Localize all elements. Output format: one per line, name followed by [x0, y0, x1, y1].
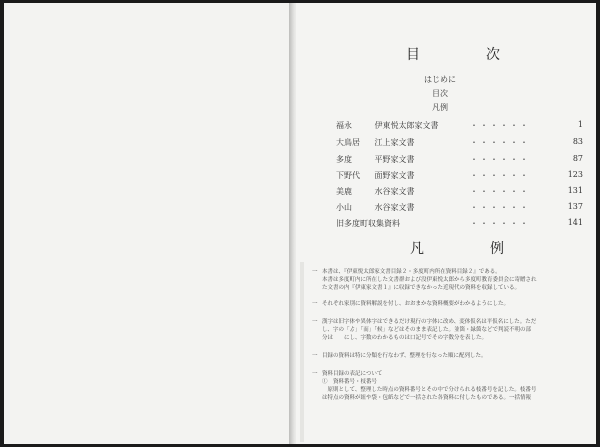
toc-leader: ・・・・・・ — [470, 138, 530, 147]
toc-leader: ・・・・・・ — [470, 203, 530, 212]
toc-entry-page: 131 — [567, 186, 583, 195]
notes-line: し、字の「ゟ」「而」「候」などはそのまま表記した。並箇・緑箇などで判読不明の部 — [322, 327, 532, 333]
toc-title: 目 次 — [406, 47, 526, 63]
toc-front-item: 凡例 — [432, 103, 448, 112]
toc-entry-place: 下野代 — [336, 171, 360, 180]
notes-title: 凡 例 — [410, 241, 530, 257]
toc-entry-page: 87 — [572, 154, 583, 163]
notes-item-number: 一 — [312, 269, 318, 275]
toc-entry[interactable] — [336, 186, 415, 197]
toc-entry[interactable] — [336, 120, 439, 131]
toc-entry-page: 123 — [567, 170, 583, 179]
toc-entry-document: 水谷家文書 — [374, 203, 415, 212]
left-page — [4, 3, 291, 444]
notes-line: ① 資料番号・枝番号 — [322, 379, 378, 385]
notes-item — [312, 300, 509, 308]
toc-leader: ・・・・・・ — [470, 121, 530, 130]
toc-entry-place: 福永 — [336, 121, 352, 130]
toc-entry-page: 83 — [572, 137, 583, 146]
toc-front-item: はじめに — [424, 75, 456, 84]
notes-item-number: 一 — [312, 371, 318, 377]
notes-line: それぞれ家別に資料解説を付し、おおまかな資料概要がわかるようにした。 — [322, 301, 510, 307]
toc-entry-document: 伊東悦太郎家文書 — [374, 121, 439, 130]
notes-item-number: 一 — [312, 301, 318, 307]
toc-entry[interactable] — [336, 170, 415, 181]
toc-leader: ・・・・・・ — [470, 155, 530, 164]
notes-item-number: 一 — [312, 353, 318, 359]
toc-entry[interactable] — [336, 137, 415, 148]
toc-entry-document: 江上家文書 — [374, 138, 415, 147]
notes-line: 分は にし、字数のわかるものは口記号でその字数分を表した。 — [322, 335, 488, 341]
toc-entry[interactable] — [336, 202, 415, 213]
toc-entry-place: 大鳥居 — [336, 138, 360, 147]
toc-entry[interactable] — [336, 218, 400, 229]
toc-entry-page: 1 — [577, 120, 583, 129]
notes-item — [312, 318, 536, 342]
toc-leader: ・・・・・・ — [470, 171, 530, 180]
notes-line: 目録の資料は特に分類を行なわず、整理を行なった順に配列した。 — [322, 353, 487, 359]
toc-entry-document: 水谷家文書 — [374, 187, 415, 196]
notes-item — [312, 352, 487, 360]
notes-line: 本書は、『伊東悦太郎家文書目録２・多度町内所在資料目録２』である。 — [322, 269, 501, 275]
toc-entry-place: 美鹿 — [336, 187, 352, 196]
notes-item-number: 一 — [312, 319, 318, 325]
scan-artifact — [300, 262, 304, 442]
toc-entry-document: 平野家文書 — [374, 155, 415, 164]
notes-line: 原則として、整理した時点の資料番号とその中で分けられる枝番号を記した。枝番号 — [322, 387, 537, 393]
toc-leader: ・・・・・・ — [470, 187, 530, 196]
notes-item — [312, 370, 536, 402]
notes-line: 本書は多度町内に所在した文書群および没伊東悦太郎から多度町教育委員会に寄贈され — [322, 277, 537, 283]
toc-entry-place: 多度 — [336, 155, 352, 164]
toc-entry-document: 面野家文書 — [374, 171, 415, 180]
notes-line: 資料目録の表記について — [322, 371, 383, 377]
toc-leader: ・・・・・・ — [470, 219, 530, 228]
toc-front-item: 目次 — [432, 89, 448, 98]
toc-entry[interactable] — [336, 154, 415, 165]
toc-entry-place: 小山 — [336, 203, 352, 212]
notes-line: は特点の資料が紐や袋・包紙などで一括された各資料に付したものである。一括情報 — [322, 395, 532, 401]
toc-entry-page: 137 — [567, 202, 583, 211]
notes-line: た文書の内『伊東家文書１』に収録できなかった近現代の資料を収録している。 — [322, 285, 521, 291]
toc-entry-page: 141 — [567, 218, 583, 227]
notes-line: 漢字は旧字体や異体字はできるだけ現行の字体に改め、変体仮名は平仮名にした。ただ — [322, 319, 537, 325]
notes-item — [312, 268, 537, 292]
toc-entry-place: 旧多度町収集資料 — [336, 219, 400, 228]
